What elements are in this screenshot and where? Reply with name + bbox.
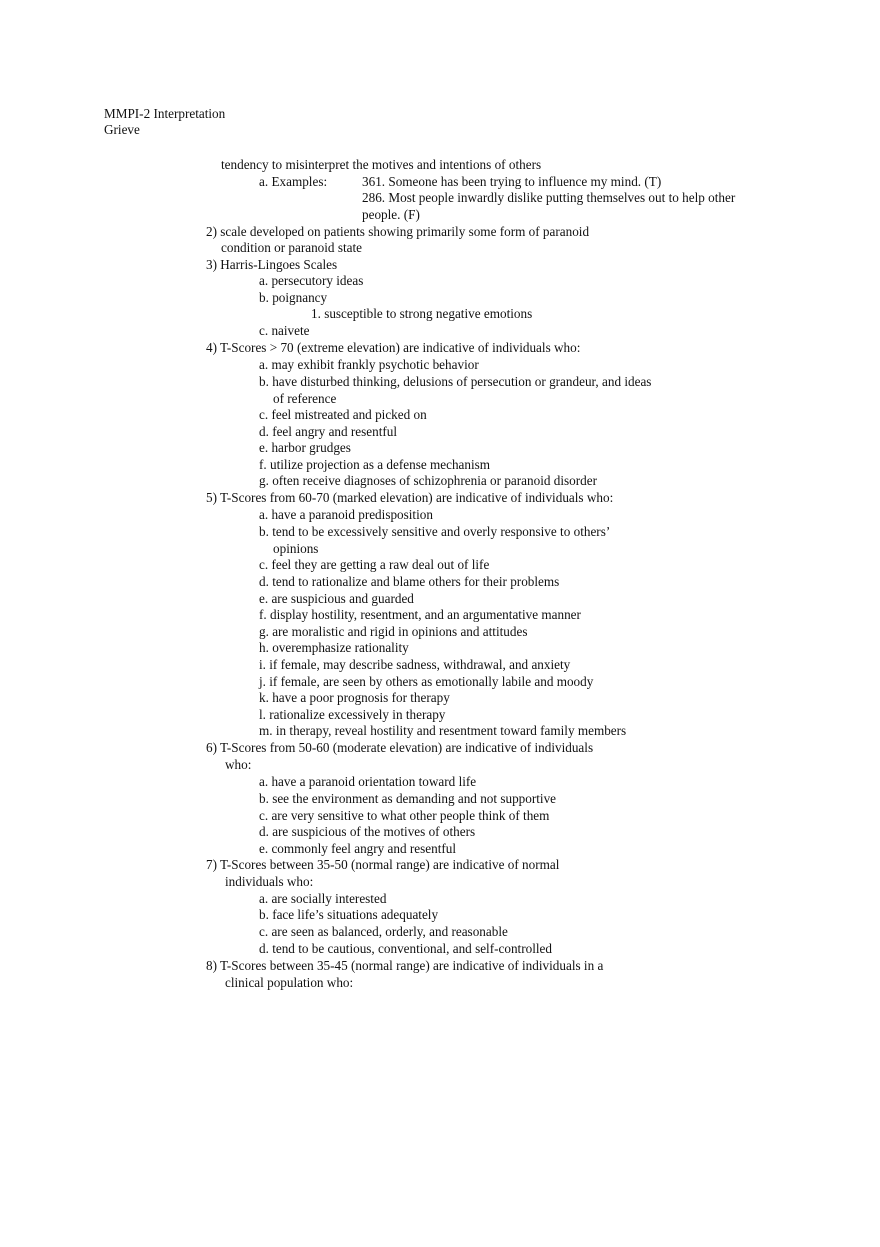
list-item: e. are suspicious and guarded [259, 591, 414, 606]
document-title: MMPI-2 Interpretation [104, 106, 226, 121]
list-item: a. are socially interested [259, 891, 387, 906]
section-2-heading: 2) scale developed on patients showing primarily some form of paranoid [206, 224, 590, 239]
list-item: h. overemphasize rationality [259, 640, 409, 655]
list-item: c. naivete [259, 323, 310, 338]
list-item: a. have a paranoid orientation toward life [259, 774, 477, 789]
list-item: c. feel mistreated and picked on [259, 407, 427, 422]
section-3-heading: 3) Harris-Lingoes Scales [206, 257, 338, 272]
section-6-heading-cont: who: [225, 757, 252, 772]
continuation-text: tendency to misinterpret the motives and intentions of others [221, 157, 542, 172]
list-item: d. tend to rationalize and blame others for their problems [259, 574, 560, 589]
section-7-heading: 7) T-Scores between 35-50 (normal range) are indicative of normal [206, 857, 560, 872]
list-item: d. are suspicious of the motives of others [259, 824, 476, 839]
list-item: j. if female, are seen by others as emotionally labile and moody [259, 674, 594, 689]
list-item: b. poignancy [259, 290, 328, 305]
list-item: i. if female, may describe sadness, withdrawal, and anxiety [259, 657, 571, 672]
list-item: b. tend to be excessively sensitive and overly responsive to others’ [259, 524, 611, 539]
list-item: f. utilize projection as a defense mechanism [259, 457, 491, 472]
examples-label: a. Examples: [259, 174, 328, 189]
list-item: b. have disturbed thinking, delusions of persecution or grandeur, and ideas [259, 374, 652, 389]
section-8-heading-cont: clinical population who: [225, 975, 354, 990]
list-item: d. tend to be cautious, conventional, and self-controlled [259, 941, 552, 956]
list-item: g. are moralistic and rigid in opinions and attitudes [259, 624, 528, 639]
example-item: 361. Someone has been trying to influence my mind. (T) [362, 174, 662, 189]
list-item: b. face life’s situations adequately [259, 907, 439, 922]
list-item: f. display hostility, resentment, and an argumentative manner [259, 607, 581, 622]
list-item: a. persecutory ideas [259, 273, 364, 288]
list-item: e. harbor grudges [259, 440, 351, 455]
document-author: Grieve [104, 122, 140, 137]
section-7-heading-cont: individuals who: [225, 874, 314, 889]
list-item: a. have a paranoid predisposition [259, 507, 433, 522]
list-item: c. are seen as balanced, orderly, and reasonable [259, 924, 508, 939]
list-item: g. often receive diagnoses of schizophrenia or paranoid disorder [259, 473, 597, 488]
list-item-cont: of reference [273, 391, 337, 406]
list-item: b. see the environment as demanding and not supportive [259, 791, 557, 806]
list-item: a. may exhibit frankly psychotic behavior [259, 357, 479, 372]
example-item: people. (F) [362, 207, 420, 222]
list-item: l. rationalize excessively in therapy [259, 707, 446, 722]
section-6-heading: 6) T-Scores from 50-60 (moderate elevation) are indicative of individuals [206, 740, 594, 755]
list-item: e. commonly feel angry and resentful [259, 841, 457, 856]
section-2-heading-cont: condition or paranoid state [221, 240, 362, 255]
section-4-heading: 4) T-Scores > 70 (extreme elevation) are indicative of individuals who: [206, 340, 581, 355]
list-item: c. feel they are getting a raw deal out of life [259, 557, 490, 572]
section-5-heading: 5) T-Scores from 60-70 (marked elevation) are indicative of individuals who: [206, 490, 614, 505]
list-item: m. in therapy, reveal hostility and resentment toward family members [259, 723, 627, 738]
section-8-heading: 8) T-Scores between 35-45 (normal range) are indicative of individuals in a [206, 958, 604, 973]
list-item: c. are very sensitive to what other people think of them [259, 808, 550, 823]
list-item-cont: opinions [273, 541, 319, 556]
list-item: k. have a poor prognosis for therapy [259, 690, 450, 705]
sub-list-item: 1. susceptible to strong negative emotions [311, 306, 533, 321]
example-item: 286. Most people inwardly dislike putting themselves out to help other [362, 190, 736, 205]
list-item: d. feel angry and resentful [259, 424, 398, 439]
